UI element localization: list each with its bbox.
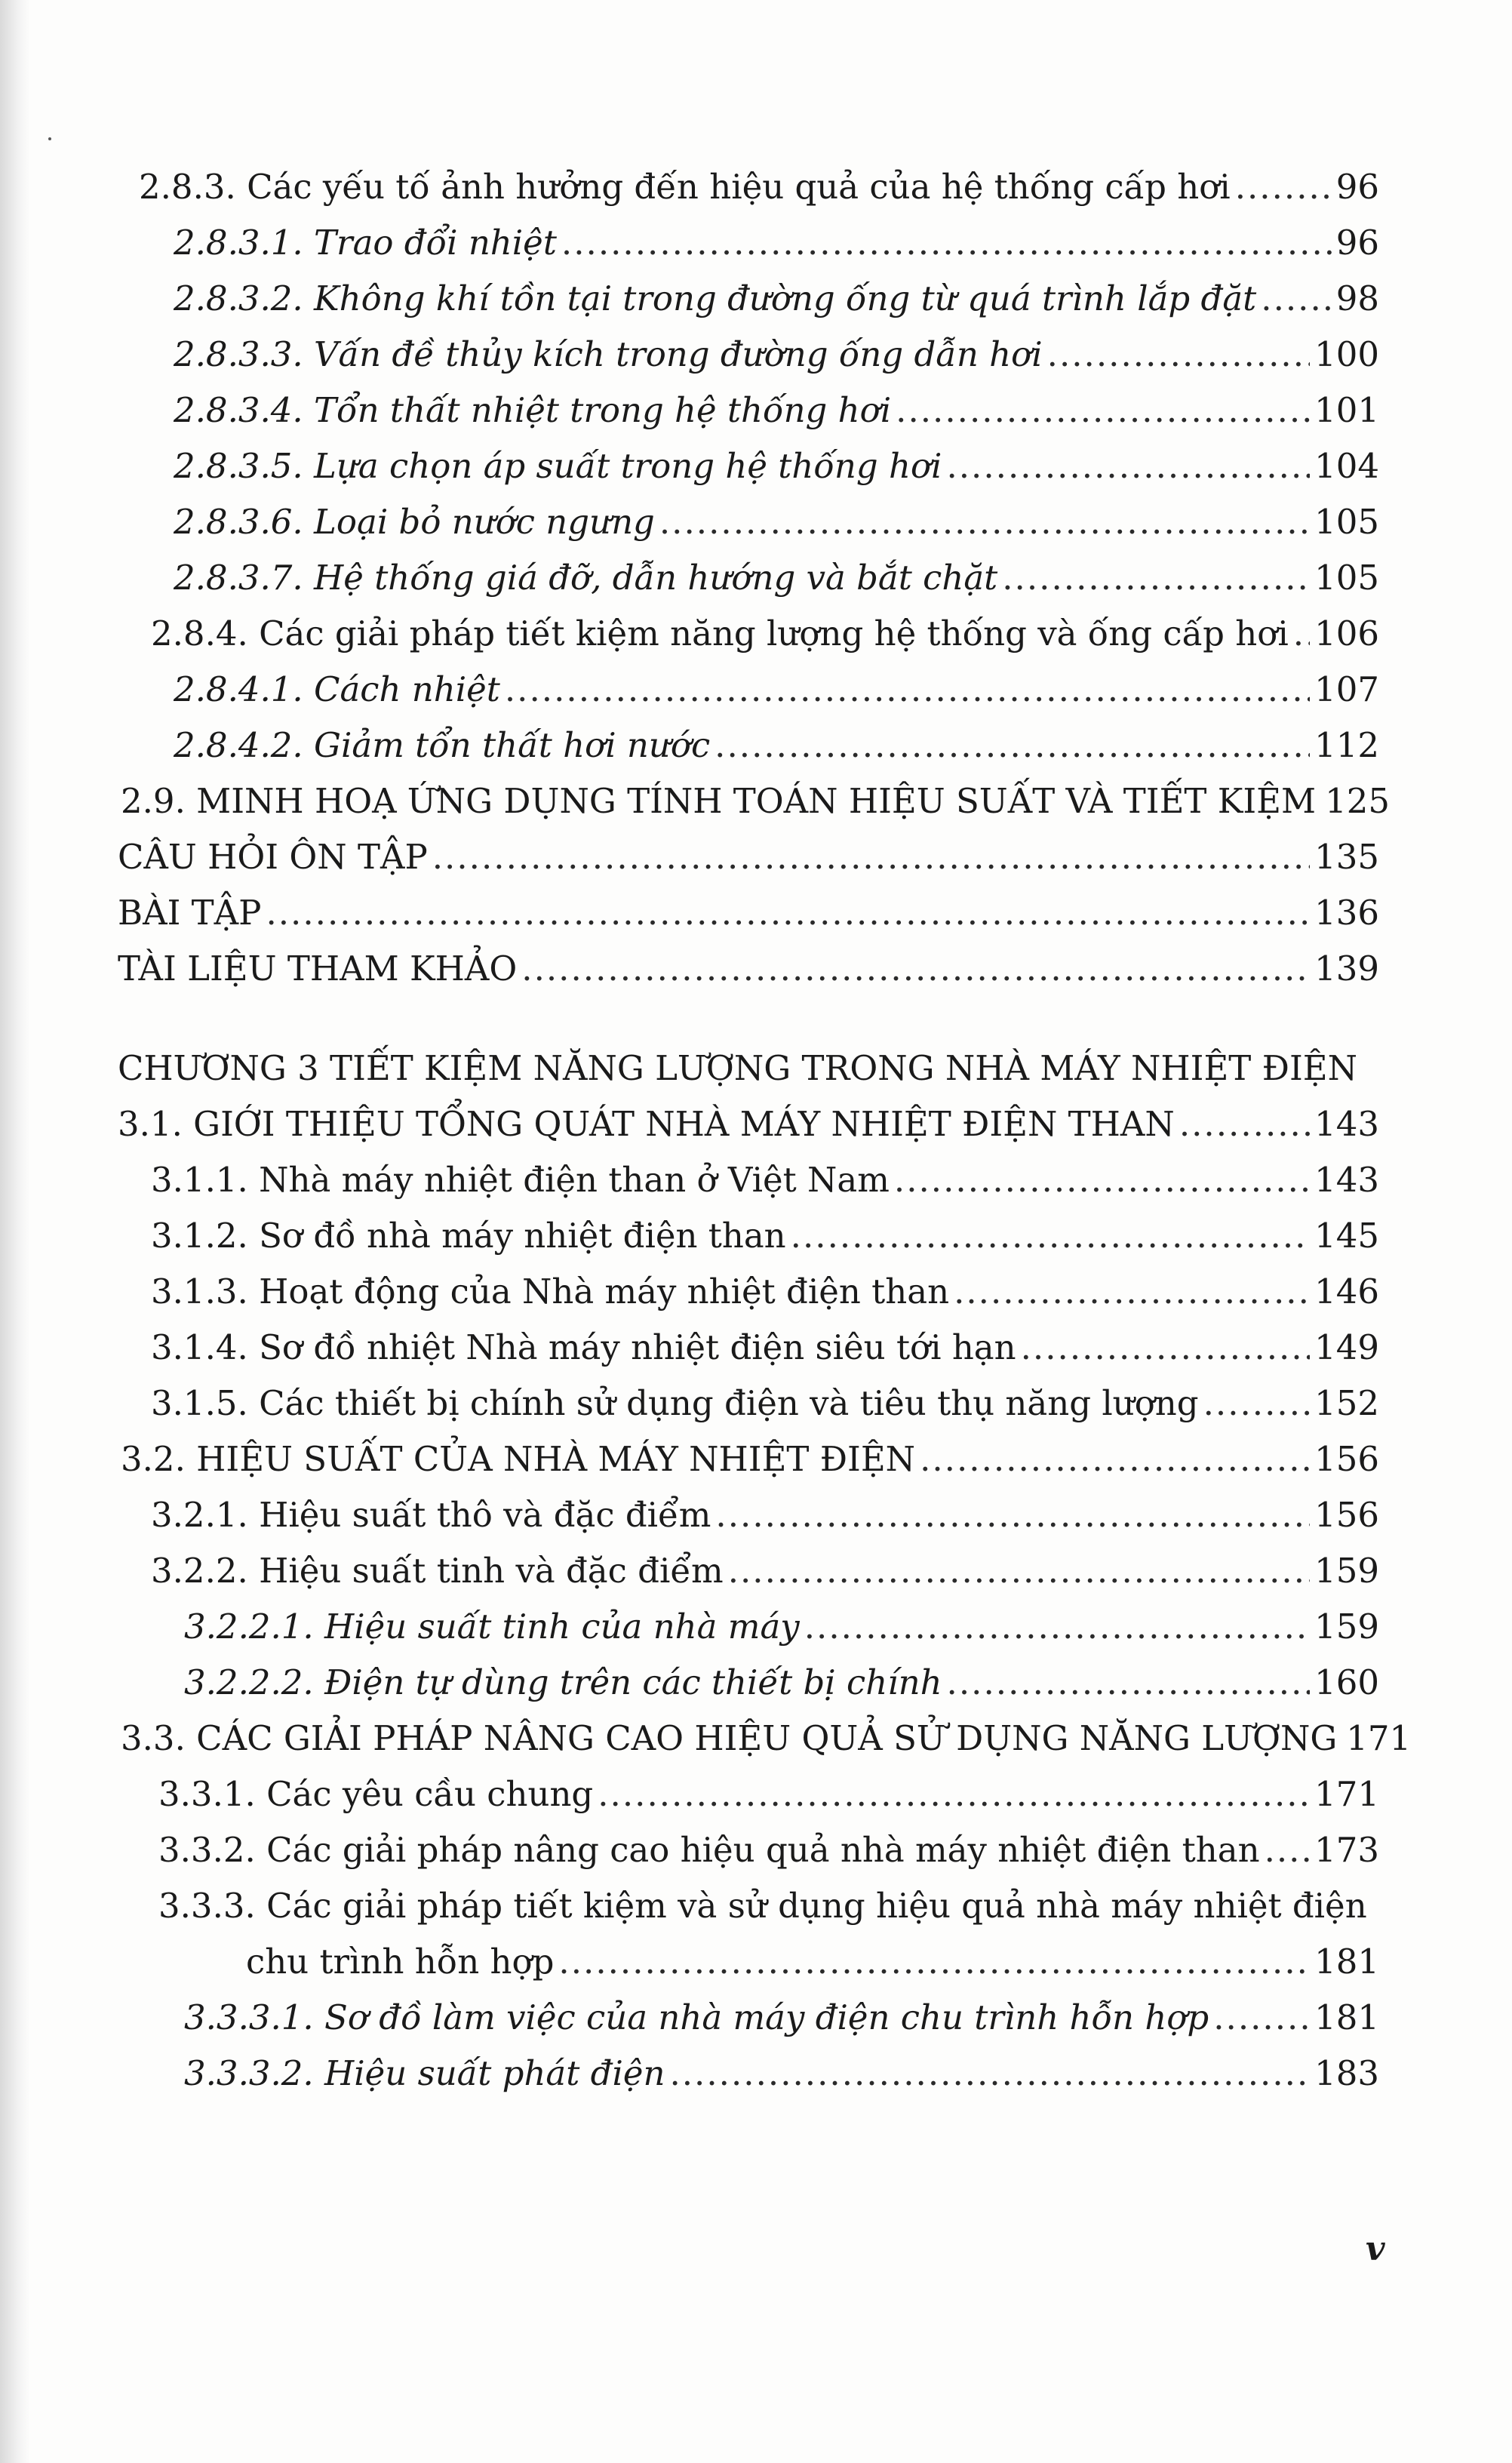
toc-leader-dots [728, 1548, 1310, 1594]
toc-entry-title: 2.8.3.5. Lựa chọn áp suất trong hệ thống hơi [174, 446, 942, 486]
toc-leader-dots [946, 444, 1310, 489]
toc-entry [151, 611, 1379, 656]
toc-leader-dots [1002, 555, 1310, 601]
toc-leader-dots [558, 1939, 1310, 1985]
toc-leader-dots [266, 890, 1310, 936]
toc-entry-title: 3.1.4. Sơ đồ nhiệt Nhà máy nhiệt điện siêu tới hạn [151, 1327, 1016, 1367]
toc-entry [174, 667, 1379, 712]
toc-entry [184, 1604, 1379, 1650]
toc-entry-page: 156 [1314, 1495, 1379, 1535]
toc-entry [158, 1828, 1379, 1873]
toc-entry-title-wrapped: 3.3.3. Các giải pháp tiết kiệm và sử dụng hiệu quả nhà máy nhiệt điện [158, 1886, 1367, 1926]
toc-entry [174, 332, 1379, 377]
toc-entry-page: 152 [1314, 1383, 1379, 1423]
toc-leader-dots [1203, 1381, 1311, 1426]
toc-entry [151, 1493, 1379, 1538]
toc-entry-page: 96 [1335, 167, 1379, 207]
toc-entry-page: 107 [1314, 669, 1379, 709]
toc-entry-page: 173 [1314, 1830, 1379, 1870]
toc-entry [151, 1548, 1379, 1594]
toc-leader-dots [598, 1772, 1310, 1817]
toc-entry-title: 3.1.5. Các thiết bị chính sử dụng điện và tiêu thụ năng lượng [151, 1383, 1199, 1423]
page-folio: v [1366, 2230, 1385, 2268]
toc-entry [151, 1269, 1379, 1315]
toc-entry-title: 2.8.3.3. Vấn đề thủy kích trong đường ống dẫn hơi [174, 334, 1043, 374]
toc-leader-dots [1261, 276, 1331, 321]
toc-entry-page: 101 [1314, 390, 1379, 430]
toc-entry-title: 2.8.4. Các giải pháp tiết kiệm năng lượng hệ thống và ống cấp hơi [151, 613, 1289, 653]
toc-leader-dots [894, 1158, 1310, 1203]
toc-entry-title: 2.8.4.2. Giảm tổn thất hơi nước [174, 725, 711, 765]
toc-entry [121, 1437, 1379, 1482]
toc-entry-page: 149 [1314, 1327, 1379, 1367]
toc-leader-dots [1293, 611, 1310, 656]
toc-entry-title: 3.2.2.1. Hiệu suất tinh của nhà máy [184, 1607, 800, 1647]
toc-entry [118, 835, 1379, 880]
toc-entry-title: 3.2. HIỆU SUẤT CỦA NHÀ MÁY NHIỆT ĐIỆN [121, 1439, 916, 1479]
toc-entry [139, 165, 1379, 210]
toc-entry-page: 105 [1314, 558, 1379, 598]
toc-entry [158, 1772, 1379, 1817]
toc-entry [174, 555, 1379, 601]
toc-entry [174, 444, 1379, 489]
toc-leader-dots [1021, 1325, 1310, 1370]
toc-entry-page: 160 [1314, 1662, 1379, 1702]
toc-leader-dots [1047, 332, 1310, 377]
toc-leader-dots [947, 1660, 1311, 1705]
toc-leader-dots [920, 1437, 1310, 1482]
toc-entry-page: 100 [1314, 334, 1379, 374]
toc-entry-title: 3.3.1. Các yêu cầu chung [158, 1774, 594, 1814]
toc-entry-page: 105 [1314, 502, 1379, 542]
toc-entry-title: BÀI TẬP [118, 893, 262, 933]
toc-entry-title: 2.8.3.4. Tổn thất nhiệt trong hệ thống hơi [174, 390, 892, 430]
toc-leader-dots [1265, 1828, 1311, 1873]
toc-leader-dots [715, 1493, 1310, 1538]
toc-leader-dots [1235, 165, 1332, 210]
page-gutter-shadow [0, 0, 30, 2463]
toc-entry [246, 1939, 1379, 1985]
toc-entry-title: TÀI LIỆU THAM KHẢO [118, 949, 518, 989]
toc-entry-title: 3.3.3.2. Hiệu suất phát điện [184, 2053, 665, 2093]
toc-entry-title: chu trình hỗn hợp [246, 1942, 555, 1982]
toc-entry-page: 135 [1314, 837, 1379, 877]
toc-entry-title: 3.3.3.1. Sơ đồ làm việc của nhà máy điện chu trình hỗn hợp [184, 1997, 1209, 2037]
toc-entry [121, 779, 1390, 824]
toc-leader-dots [1179, 1102, 1310, 1147]
toc-entry-page: 112 [1314, 725, 1379, 765]
toc-leader-dots [561, 220, 1332, 266]
toc-entry [118, 890, 1379, 936]
toc-entry-title: 3.1.1. Nhà máy nhiệt điện than ở Việt Nam [151, 1160, 890, 1200]
toc-entry [118, 1102, 1379, 1147]
toc-entry [184, 2051, 1379, 2096]
toc-entry-page: 136 [1314, 893, 1379, 933]
toc-entry-page: 159 [1314, 1607, 1379, 1647]
toc-entry-title: 3.3. CÁC GIẢI PHÁP NÂNG CAO HIỆU QUẢ SỬ DỤNG NĂNG LƯỢNG [121, 1718, 1338, 1758]
toc-entry [174, 500, 1379, 545]
toc-entry-page: 183 [1314, 2053, 1379, 2093]
toc-entry-title: 3.1.2. Sơ đồ nhà máy nhiệt điện than [151, 1216, 786, 1256]
toc-entry [174, 220, 1379, 266]
toc-entry-page: 146 [1314, 1271, 1379, 1311]
toc-entry-title: 2.8.3.2. Không khí tồn tại trong đường ống từ quá trình lắp đặt [174, 278, 1257, 318]
toc-entry-title: 3.3.2. Các giải pháp nâng cao hiệu quả nhà máy nhiệt điện than [158, 1830, 1260, 1870]
toc-leader-dots [896, 388, 1310, 433]
toc-entry [184, 1995, 1379, 2040]
toc-entry-title: 3.2.2. Hiệu suất tinh và đặc điểm [151, 1551, 724, 1591]
toc-entry [151, 1158, 1379, 1203]
toc-entry-title: 2.8.3.7. Hệ thống giá đỡ, dẫn hướng và bắt chặt [174, 558, 998, 598]
toc-leader-dots [715, 723, 1310, 768]
toc-entry [151, 1325, 1379, 1370]
toc-entry [184, 1660, 1379, 1705]
chapter-heading: CHƯƠNG 3 TIẾT KIỆM NĂNG LƯỢNG TRONG NHÀ MÁY NHIỆT ĐIỆN [118, 1048, 1357, 1088]
toc-entry-page: 98 [1335, 278, 1379, 318]
toc-entry [151, 1381, 1379, 1426]
toc-entry-page: 145 [1314, 1216, 1379, 1256]
toc-entry-title: 2.9. MINH HOẠ ỨNG DỤNG TÍNH TOÁN HIỆU SUẤT VÀ TIẾT KIỆM [121, 781, 1317, 821]
toc-entry-title: 3.2.1. Hiệu suất thô và đặc điểm [151, 1495, 711, 1535]
toc-entry-title: 3.1. GIỚI THIỆU TỔNG QUÁT NHÀ MÁY NHIỆT ĐIỆN THAN [118, 1104, 1175, 1144]
toc-leader-dots [954, 1269, 1310, 1315]
toc-entry-page: 143 [1314, 1104, 1379, 1144]
toc-entry [174, 723, 1379, 768]
toc-entry-title: 2.8.4.1. Cách nhiệt [174, 669, 500, 709]
toc-entry-title: 3.2.2.2. Điện tự dùng trên các thiết bị chính [184, 1662, 942, 1702]
toc-leader-dots [1213, 1995, 1310, 2040]
toc-entry [118, 946, 1379, 992]
toc-leader-dots [791, 1213, 1310, 1259]
toc-entry-page: 171 [1346, 1718, 1412, 1758]
toc-entry-title: 2.8.3. Các yếu tố ảnh hưởng đến hiệu quả của hệ thống cấp hơi [139, 167, 1231, 207]
toc-entry-page: 104 [1314, 446, 1379, 486]
toc-entry [174, 388, 1379, 433]
toc-leader-dots [659, 500, 1310, 545]
toc-entry [151, 1213, 1379, 1259]
toc-entry [174, 276, 1379, 321]
toc-entry-page: 106 [1314, 613, 1379, 653]
toc-entry-title: CÂU HỎI ÔN TẬP [118, 837, 428, 877]
toc-entry [121, 1716, 1412, 1761]
toc-entry-title: 2.8.3.6. Loại bỏ nước ngưng [174, 502, 655, 542]
toc-leader-dots [521, 946, 1310, 992]
toc-leader-dots [669, 2051, 1310, 2096]
toc-entry-title: 2.8.3.1. Trao đổi nhiệt [174, 223, 557, 263]
paper-speck [48, 137, 51, 140]
toc-entry-page: 125 [1325, 781, 1390, 821]
toc-entry-page: 171 [1314, 1774, 1379, 1814]
toc-entry-page: 96 [1335, 223, 1379, 263]
toc-entry-title: 3.1.3. Hoạt động của Nhà máy nhiệt điện than [151, 1271, 950, 1311]
toc-entry-page: 181 [1314, 1997, 1379, 2037]
toc-entry-page: 156 [1314, 1439, 1379, 1479]
toc-entry-page: 143 [1314, 1160, 1379, 1200]
toc-leader-dots [505, 667, 1310, 712]
toc-leader-dots [804, 1604, 1310, 1650]
toc-entry-page: 181 [1314, 1942, 1379, 1982]
toc-entry-page: 159 [1314, 1551, 1379, 1591]
toc-entry-page: 139 [1314, 949, 1379, 989]
toc-leader-dots [432, 835, 1310, 880]
